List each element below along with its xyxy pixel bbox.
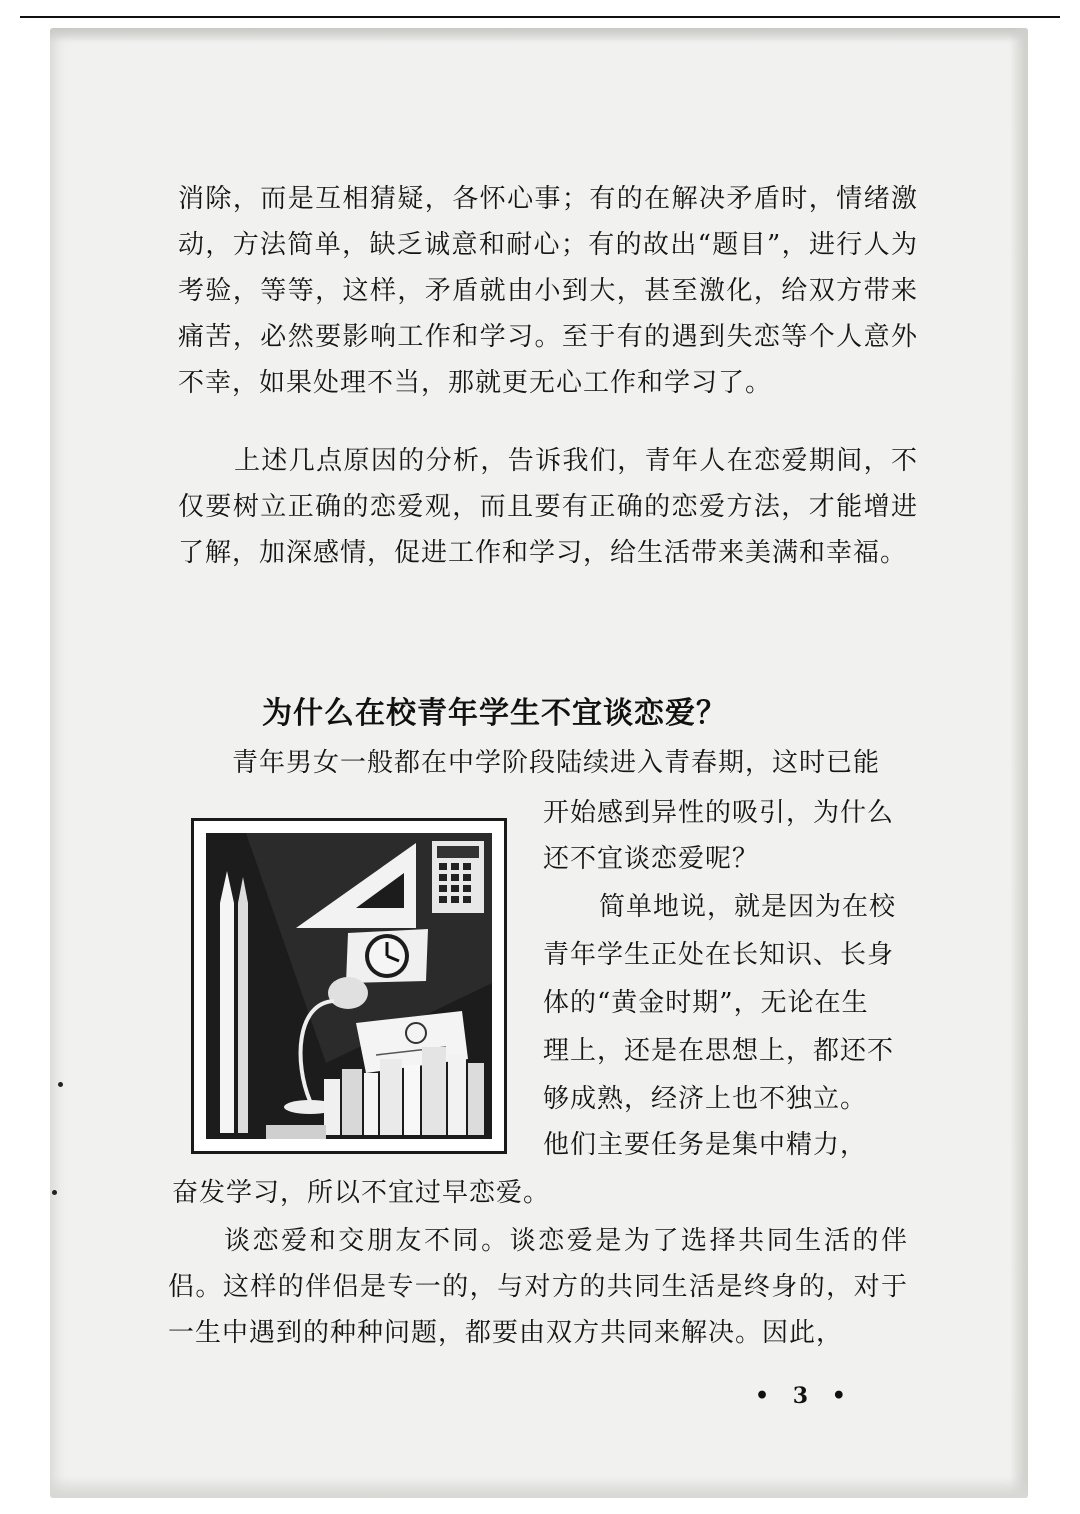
scan-speck [52,1190,57,1195]
illustration-svg [206,833,492,1139]
paragraph-3-line: 他们主要任务是集中精力， [543,1130,868,1160]
illustration-canvas [206,833,492,1139]
page-number: • 3 • [755,1383,854,1409]
paragraph-3-line: 体的“黄金时期”，无论在生 [543,988,869,1018]
paragraph-3-line: 够成熟，经济上也不独立。 [543,1084,868,1114]
page-edge-shadow-top [50,28,1028,42]
paragraph-3-line: 奋发学习，所以不宜过早恋爱。 [172,1178,551,1208]
body-paragraph-4: 谈恋爱和交朋友不同。谈恋爱是为了选择共同生活的伴侣。这样的伴侣是专一的，与对方的共同生活是终身的，对于一生中遇到的种种问题，都要由双方共同来解决。因此， [168,1226,908,1348]
paragraph-3-line: 青年男女一般都在中学阶段陆续进入青春期，这时已能 [232,748,881,778]
paragraph-3-line: 简单地说，就是因为在校 [599,892,897,922]
body-paragraph-2: 上述几点原因的分析，告诉我们，青年人在恋爱期间，不仅要树立正确的恋爱观，而且要有正确的恋爱方法，才能增进了解，加深感情，促进工作和学习，给生活带来美满和幸福。 [178,446,918,568]
body-paragraph-1: 消除，而是互相猜疑，各怀心事；有的在解决矛盾时，情绪激动，方法简单，缺乏诚意和耐心；有的故出“题目”，进行人为考验，等等，这样，矛盾就由小到大，甚至激化，给双方带来痛苦，必然要影响工作和学习。至于有的遇到失恋等个人意外不幸，如果处理不当，那就更无心工作和学习了。 [178,184,918,398]
pencil-icon [220,871,248,1133]
calculator-icon [432,841,484,913]
section-title: 为什么在校青年学生不宜谈恋爱？ [262,696,727,731]
paragraph-3-line: 还不宜谈恋爱呢？ [543,844,760,874]
page-edge-shadow-right [1010,28,1028,1498]
scanned-page [50,28,1028,1498]
paragraph-3-line: 开始感到异性的吸引，为什么 [543,798,895,828]
paragraph-3-line: 青年学生正处在长知识、长身 [543,940,895,970]
clock-icon [346,929,428,983]
study-desk-illustration [191,818,507,1154]
paragraph-3-line: 理上，还是在思想上，都还不 [543,1036,895,1066]
page-edge-shadow-bottom [50,1476,1028,1498]
top-rule [20,16,1060,18]
scan-speck [58,1082,63,1087]
